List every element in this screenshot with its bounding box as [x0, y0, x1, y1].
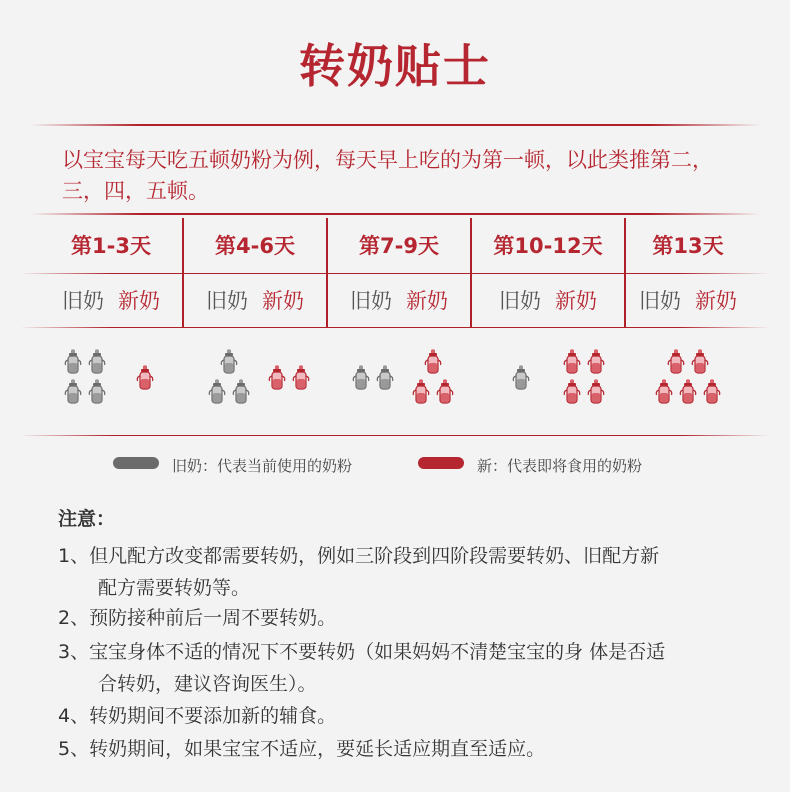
column-header: 第4-6天 — [215, 234, 295, 258]
column-header: 第7-9天 — [359, 234, 439, 258]
new-milk-bottle-icon — [292, 365, 310, 391]
note-item — [58, 602, 748, 634]
old-milk-bottle-icon — [64, 349, 82, 375]
column-header: 第1-3天 — [71, 234, 151, 258]
note-item — [58, 733, 748, 765]
old-milk-label: 旧奶 — [639, 289, 681, 313]
sub-header — [40, 274, 182, 328]
old-milk-label: 旧奶 — [62, 289, 104, 313]
new-milk-bottle-icon — [412, 379, 430, 405]
note-item — [58, 636, 748, 700]
bottle-cell — [184, 330, 326, 436]
bottle-cell — [40, 330, 182, 436]
old-milk-legend-label: 旧奶：代表当前使用的奶粉 — [172, 457, 353, 475]
old-milk-bottle-icon — [88, 349, 106, 375]
new-milk-bottle-icon — [655, 379, 673, 405]
new-milk-label: 新奶 — [695, 289, 737, 313]
note-text: 3、宝宝身体不适的情况下不要转奶（如果妈妈不清楚宝宝的身 体是否适 — [58, 641, 666, 663]
sub-header — [328, 274, 470, 328]
note-text: 4、转奶期间不要添加新的辅食。 — [58, 705, 337, 727]
new-milk-bottle-icon — [563, 349, 581, 375]
notes-title: 注意： — [58, 508, 116, 530]
new-milk-bottle-icon — [436, 379, 454, 405]
old-milk-legend-swatch — [113, 457, 159, 469]
old-milk-bottle-icon — [352, 365, 370, 391]
intro-text: 以宝宝每天吃五顿奶粉为例，每天早上吃的为第一顿，以此类推第二，三，四，五顿。 — [62, 148, 713, 203]
new-milk-label: 新奶 — [406, 289, 448, 313]
new-milk-bottle-icon — [563, 379, 581, 405]
intro-divider — [30, 213, 760, 215]
old-milk-bottle-icon — [512, 365, 530, 391]
old-milk-bottle-icon — [88, 379, 106, 405]
old-milk-bottle-icon — [220, 349, 238, 375]
bottle-cell — [626, 330, 750, 436]
new-milk-legend-swatch — [418, 457, 464, 469]
new-milk-bottle-icon — [587, 379, 605, 405]
new-milk-bottle-icon — [136, 365, 154, 391]
new-milk-bottle-icon — [587, 349, 605, 375]
column-header: 第10-12天 — [493, 234, 603, 258]
bottle-cell — [328, 330, 470, 436]
note-text: 2、预防接种前后一周不要转奶。 — [58, 607, 337, 629]
page-title: 转奶贴士 — [299, 39, 491, 93]
sub-header — [184, 274, 326, 328]
note-text: 5、转奶期间，如果宝宝不适应，要延长适应期直至适应。 — [58, 738, 546, 760]
old-milk-bottle-icon — [376, 365, 394, 391]
old-milk-label: 旧奶 — [350, 289, 392, 313]
old-milk-bottle-icon — [64, 379, 82, 405]
new-milk-bottle-icon — [667, 349, 685, 375]
new-milk-bottle-icon — [424, 349, 442, 375]
note-text: 1、但凡配方改变都需要转奶，例如三阶段到四阶段需要转奶、旧配方新 — [58, 545, 660, 567]
old-milk-bottle-icon — [232, 379, 250, 405]
sub-header — [626, 274, 750, 328]
new-milk-bottle-icon — [268, 365, 286, 391]
title-divider — [30, 124, 760, 126]
old-milk-label: 旧奶 — [206, 289, 248, 313]
new-milk-label: 新奶 — [262, 289, 304, 313]
sub-header — [472, 274, 624, 328]
new-milk-label: 新奶 — [118, 289, 160, 313]
note-item — [58, 540, 748, 604]
new-milk-label: 新奶 — [555, 289, 597, 313]
note-text-cont: 合转奶，建议咨询医生）。 — [98, 673, 317, 695]
new-milk-bottle-icon — [703, 379, 721, 405]
old-milk-bottle-icon — [208, 379, 226, 405]
new-milk-bottle-icon — [691, 349, 709, 375]
new-milk-bottle-icon — [679, 379, 697, 405]
transition-table — [0, 218, 790, 436]
column-header: 第13天 — [652, 234, 724, 258]
bottle-cell — [472, 330, 624, 436]
note-text-cont: 配方需要转奶等。 — [98, 577, 251, 599]
old-milk-label: 旧奶 — [499, 289, 541, 313]
new-milk-legend-label: 新：代表即将食用的奶粉 — [477, 457, 643, 475]
note-item — [58, 700, 748, 732]
